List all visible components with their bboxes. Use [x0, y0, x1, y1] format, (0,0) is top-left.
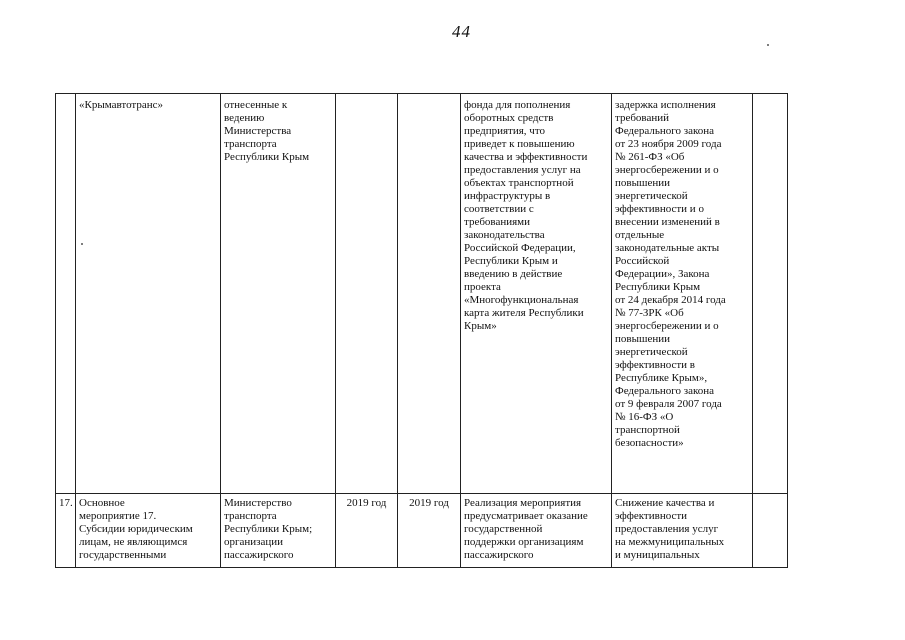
activity-name-cell: Основное мероприятие 17. Субсидии юридическим лицам, не являющимся государственными	[76, 494, 221, 568]
start-year-cell: 2019 год	[336, 494, 398, 568]
start-year-cell	[336, 94, 398, 494]
content-cell: Реализация мероприятия предусматривает оказание государственной поддержки организациям пассажирского	[461, 494, 612, 568]
consequence-cell: Снижение качества и эффективности предоставления услуг на межмуниципальных и муниципальных	[612, 494, 753, 568]
content-cell: фонда для пополнения оборотных средств предприятия, что приведет к повышению качества и эффективности предоставления услуг на объектах транспортной инфраструктуры в соответствии с требованиями законодательства Российской Федерации, Республики Крым и введению в действие проекта «Многофункциональная карта жителя Республики Крым»	[461, 94, 612, 494]
activities-table	[55, 93, 788, 568]
scan-speck	[767, 44, 769, 46]
table-row	[56, 94, 788, 494]
row-number-cell	[56, 94, 76, 494]
row-number-cell: 17.	[56, 494, 76, 568]
extra-cell	[753, 494, 788, 568]
activity-name-cell: «Крымавтотранс»	[76, 94, 221, 494]
end-year-cell: 2019 год	[398, 494, 461, 568]
responsible-cell: Министерство транспорта Республики Крым; организации пассажирского	[221, 494, 336, 568]
extra-cell	[753, 94, 788, 494]
responsible-cell: отнесенные к ведению Министерства транспорта Республики Крым	[221, 94, 336, 494]
consequence-cell: задержка исполнения требований Федерального закона от 23 ноября 2009 года № 261-ФЗ «Об энергосбережении и о повышении энергетической эффективности и о внесении изменений в отдельные законодательные акты Российской Федерации», Закона Республики Крым от 24 декабря 2014 года № 77-ЗРК «Об энергосбережении и о повышении энергетической эффективности в Республике Крым», Федерального закона от 9 февраля 2007 года № 16-ФЗ «О транспортной безопасности»	[612, 94, 753, 494]
end-year-cell	[398, 94, 461, 494]
page-number: 44	[452, 22, 471, 41]
table-row	[56, 494, 788, 568]
